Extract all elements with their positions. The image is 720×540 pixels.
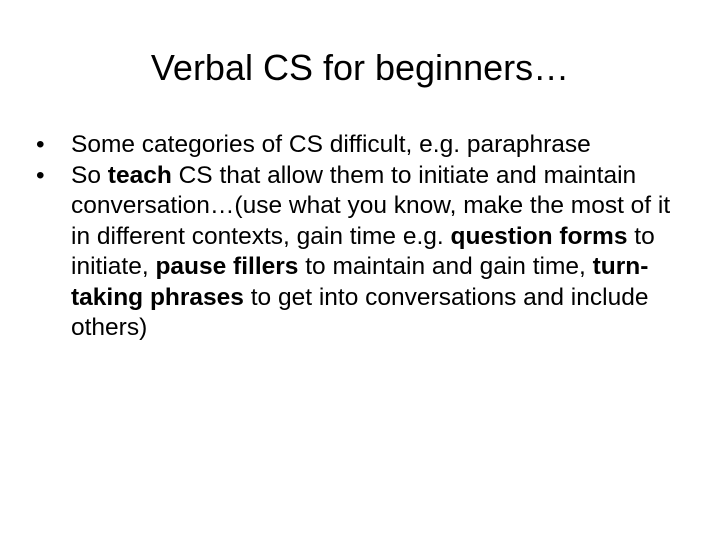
bold-text-segment: turn-taking phrases <box>71 253 649 311</box>
text-segment: CS that allow them to initiate and maintain conversation…(use what you know, make the most of it in different contexts, gain time e.g. <box>71 161 671 250</box>
bullet-list <box>36 130 686 344</box>
bullet-text-2 <box>71 162 670 342</box>
text-segment: to initiate, <box>71 222 655 280</box>
bullet-item-2 <box>36 161 686 344</box>
bullet-icon: • <box>36 131 45 158</box>
bullet-item-1 <box>36 130 686 161</box>
bold-text-segment: pause fillers <box>155 253 299 280</box>
bullet-icon: • <box>36 161 45 189</box>
bold-text-segment: teach <box>107 161 172 189</box>
bullet-text-1 <box>71 131 591 158</box>
text-segment: Some categories of CS difficult, e.g. paraphrase <box>71 131 591 158</box>
bold-text-segment: question forms <box>450 222 628 250</box>
text-segment: to get into conversations and include others) <box>71 283 649 341</box>
text-segment: to maintain and gain time, <box>298 253 593 280</box>
text-segment: So <box>71 161 108 189</box>
slide-title: Verbal CS for beginners… <box>150 47 570 88</box>
